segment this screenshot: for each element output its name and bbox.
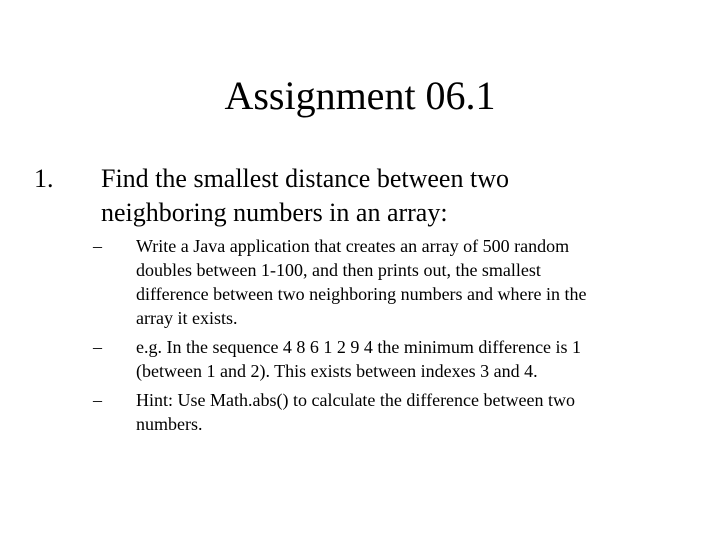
sub-bullet-text	[136, 335, 646, 383]
sub-bullet-line: (between 1 and 2). This exists between indexes 3 and 4.	[136, 361, 538, 381]
sub-bullet-dash: –	[93, 337, 102, 357]
sub-bullet-line: e.g. In the sequence 4 8 6 1 2 9 4 the minimum difference is 1	[136, 337, 582, 357]
sub-bullet-text	[136, 388, 646, 436]
list-item-number: 1.	[34, 164, 54, 193]
list-item-line: neighboring numbers in an array:	[101, 198, 448, 227]
sub-bullet-line: array it exists.	[136, 308, 238, 328]
sub-bullet-line: Hint: Use Math.abs() to calculate the difference between two	[136, 390, 575, 410]
sub-bullet-dash: –	[93, 390, 102, 410]
sub-bullet-line: numbers.	[136, 414, 203, 434]
slide-title: Assignment 06.1	[224, 73, 496, 118]
list-item-text	[101, 162, 621, 230]
list-item-line: Find the smallest distance between two	[101, 164, 509, 193]
sub-bullet-line: Write a Java application that creates an array of 500 random	[136, 236, 570, 256]
sub-bullet-line: doubles between 1-100, and then prints out, the smallest	[136, 260, 541, 280]
sub-bullet-text	[136, 234, 646, 330]
sub-bullet-dash: –	[93, 236, 102, 256]
sub-bullet-line: difference between two neighboring numbers and where in the	[136, 284, 587, 304]
